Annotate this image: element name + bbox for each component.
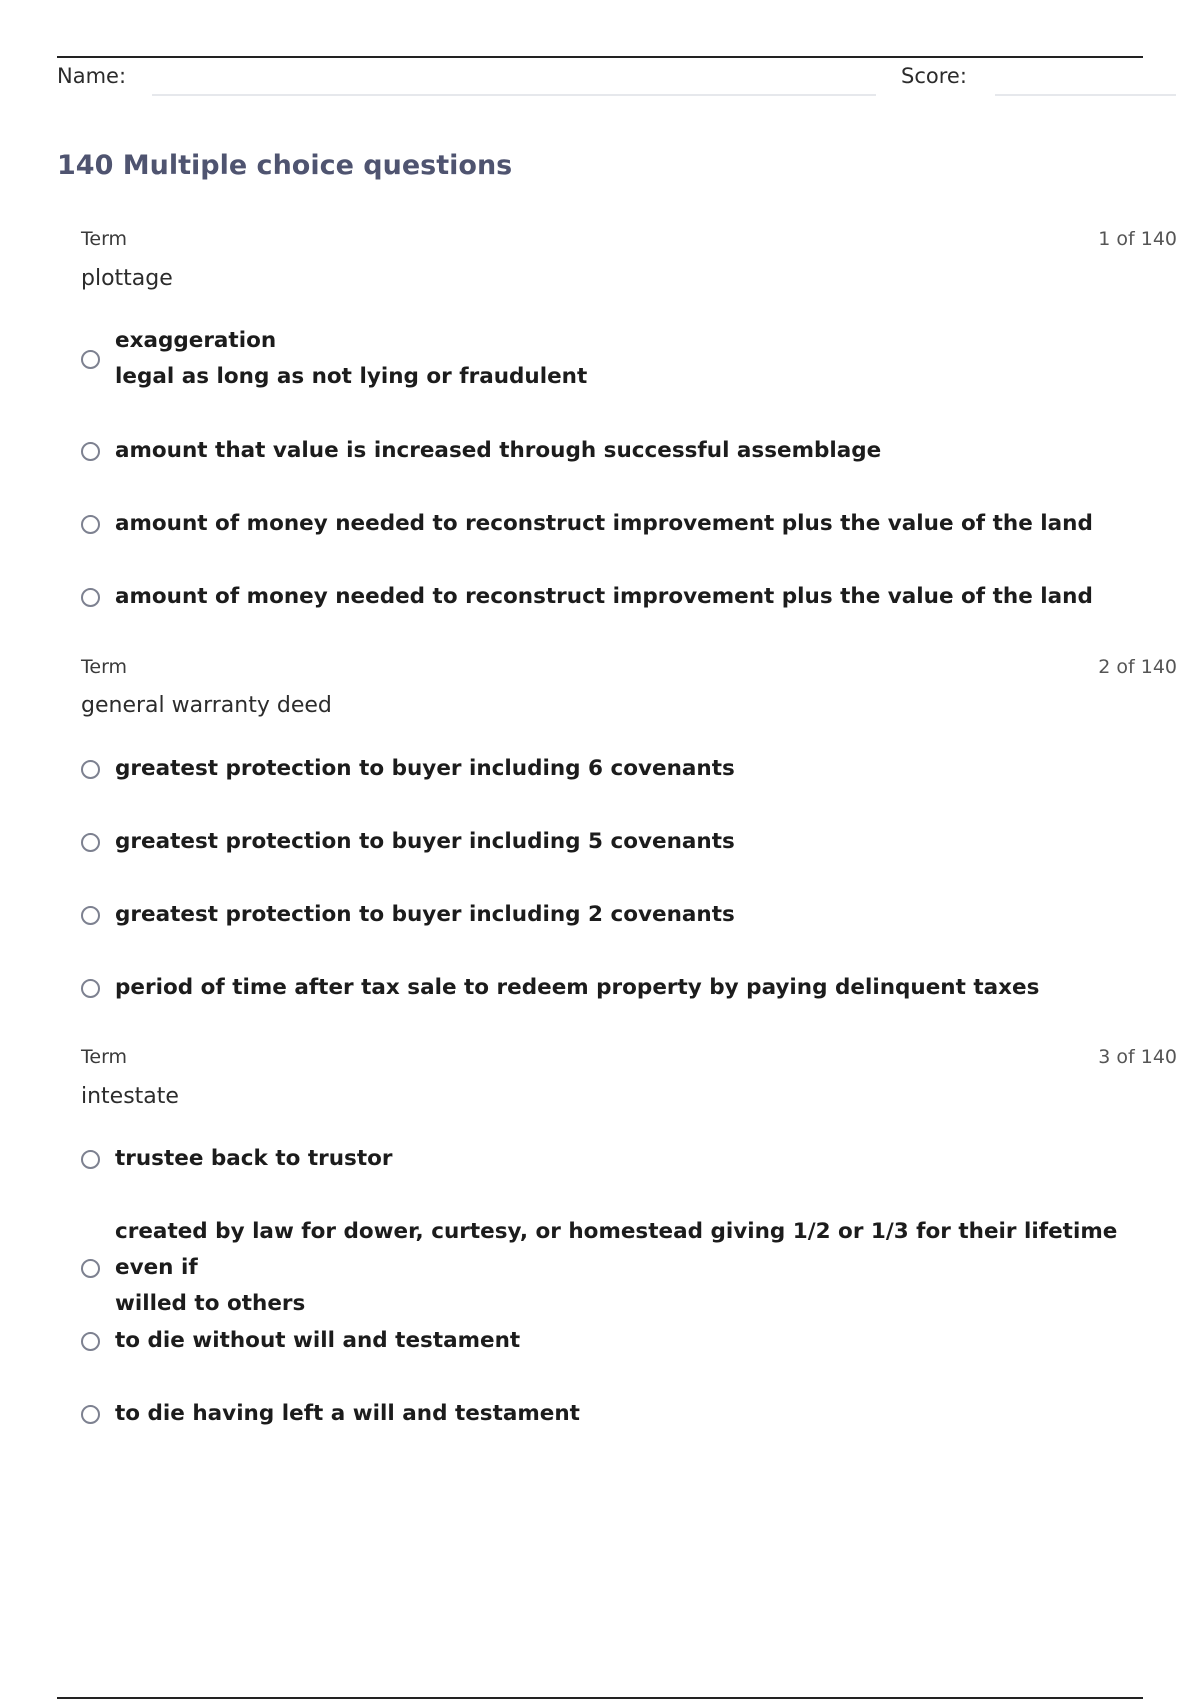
answer-option[interactable]	[81, 897, 1177, 933]
question-header	[81, 228, 1177, 250]
answer-option[interactable]	[81, 323, 1177, 395]
answer-option[interactable]	[81, 824, 1177, 860]
score-label: Score:	[901, 64, 967, 88]
radio-button-icon[interactable]	[81, 442, 100, 461]
question-counter: 3 of 140	[1098, 1046, 1177, 1068]
answer-option-text: greatest protection to buyer including 5 covenants	[115, 829, 735, 854]
question-header	[81, 1046, 1177, 1068]
answer-option[interactable]	[81, 970, 1177, 1006]
question-term: plottage	[81, 266, 173, 291]
question-kind-label: Term	[81, 228, 128, 250]
radio-button-icon[interactable]	[81, 979, 100, 998]
answer-option[interactable]	[81, 506, 1177, 542]
question-term: general warranty deed	[81, 693, 332, 718]
answer-option-text: greatest protection to buyer including 2 covenants	[115, 902, 735, 927]
radio-button-icon[interactable]	[81, 906, 100, 925]
question-3	[81, 1046, 1177, 1426]
radio-button-icon[interactable]	[81, 1332, 100, 1351]
answer-option-text: created by law for dower, curtesy, or homestead giving 1/2 or 1/3 for their lifetime even if willed to others	[115, 1219, 1118, 1316]
radio-button-icon[interactable]	[81, 515, 100, 534]
top-rule	[57, 56, 1143, 58]
answer-option-text: amount of money needed to reconstruct improvement plus the value of the land	[115, 584, 1093, 609]
question-2	[81, 656, 1177, 1000]
radio-button-icon[interactable]	[81, 1150, 100, 1169]
answer-option-text: amount that value is increased through successful assemblage	[115, 438, 882, 463]
question-1	[81, 228, 1177, 609]
answer-option[interactable]	[81, 1323, 1177, 1359]
answer-option-text: to die having left a will and testament	[115, 1401, 580, 1426]
answer-option-text: to die without will and testament	[115, 1328, 521, 1353]
answer-option[interactable]	[81, 1396, 1177, 1432]
answer-option[interactable]	[81, 1141, 1177, 1177]
question-counter: 1 of 140	[1098, 228, 1177, 250]
question-kind-label: Term	[81, 656, 128, 678]
question-header	[81, 656, 1177, 678]
name-field-line[interactable]	[152, 94, 876, 96]
student-info-header	[57, 62, 1177, 102]
answer-option-text: period of time after tax sale to redeem property by paying delinquent taxes	[115, 975, 1040, 1000]
answer-option-text: amount of money needed to reconstruct improvement plus the value of the land	[115, 511, 1093, 536]
radio-button-icon[interactable]	[81, 760, 100, 779]
radio-button-icon[interactable]	[81, 833, 100, 852]
score-field-line[interactable]	[995, 94, 1176, 96]
page-title: 140 Multiple choice questions	[57, 150, 513, 181]
answer-option[interactable]	[81, 579, 1177, 615]
bottom-rule	[57, 1697, 1143, 1699]
answer-option-text: trustee back to trustor	[115, 1146, 393, 1171]
answer-option[interactable]	[81, 751, 1177, 787]
radio-button-icon[interactable]	[81, 1405, 100, 1424]
question-kind-label: Term	[81, 1046, 128, 1068]
question-counter: 2 of 140	[1098, 656, 1177, 678]
radio-button-icon[interactable]	[81, 1259, 100, 1278]
question-term: intestate	[81, 1084, 179, 1109]
name-label: Name:	[57, 64, 127, 88]
answer-option-text: greatest protection to buyer including 6 covenants	[115, 756, 735, 781]
radio-button-icon[interactable]	[81, 350, 100, 369]
answer-option[interactable]	[81, 433, 1177, 469]
answer-option[interactable]	[81, 1214, 1177, 1322]
answer-option-text: exaggeration legal as long as not lying or fraudulent	[115, 328, 588, 389]
radio-button-icon[interactable]	[81, 588, 100, 607]
